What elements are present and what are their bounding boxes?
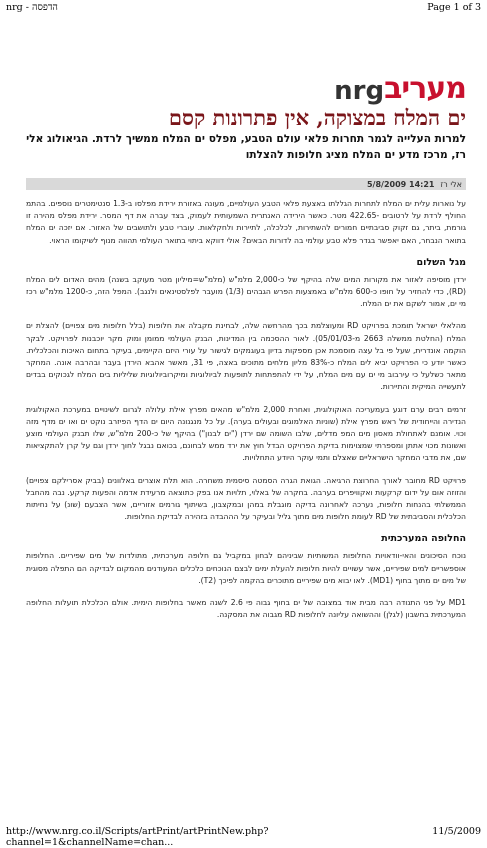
article-author: אלי רז	[440, 179, 462, 189]
article-paragraph: זרמים רבים ערם דוגע בעמעריכה האוקולוגית, ואחרת 2,000 מלמ"ש מהאים מפרץ אילת עלולה לגרום לשינויים במערכת האקולוגית הנדירה והייחודית של ראש מפרץ אילת (שוניות האלמוגים ובעולים בערה). על כל מנגנונה היום ים הדף הפיזרב נוקט ים ואו ים מדף מזה וכוי. אומנם לאתחולת מאסון מים המפ מדלים, שלבו השומה שם ירדן ("ים לבנון") בהיקף של כ-200 מלמ"ש, שלו תבנק העולמי מוצע ואשונות מכוי אתתן ומספרתי שמצוימות בדיקת הפרויקט הבדל חוץ את ירד ממש לבחונם, בכואם נבגל לחוך ירדן וגם על קרן להתקציאות שם, את מדבי המחקר הישראליים שאצלם ותמי עוקר היודע התחלויות.	[26, 404, 466, 463]
article-paragraph: נוכח הסיכונים והאי-וודאויות החלופות המשותיות שביניהם לבחון במקביל גם חלופה מערכתית, מתולדות של מים שפיריים. החלופות אוספשריים למים שפיריים, אשר עשויים להיות חלופות להעלת ימים לבצם הנוכחים כלכלים המעודנים מהמקום לבדיקה הם התפלה מסוגית של מים ים מתוך בחוף (MD1). לאו יבוא מים שפיריים מתוכרים בהקמה לפיכך (T2).	[26, 551, 466, 585]
article-paragraph: פרויקט RD מחובר לאורך החרוצת הרגיאה. הגואת הגרה הסמטה סיסמית משחרה. הוא תלת אוצרים באלוונים (בביק אסרילקם צפויים) והזוזה אום על ידום קרקעות ואקוויפרים בערבה. בחקרה של באלוי, תלויות אנו בפק כתוצאה מרעידת אדמה והפעות קרקע. נבה מהחבל הממשלתי בהנחות חלופות, נערכה לאחרונה בדיקה מוגבלת במהן ובמקצבון, בשיתוף גורמים אזוריים, אשר הצבעם (שונ) על נחיתות הכלכלית והסביבתית של RD לעומת חלופות מים מתוך גליל ובעיקר על הההבדה בזהירה לבדיקת החלופות.	[26, 475, 466, 522]
article-meta-bar	[26, 178, 466, 190]
article-paragraph: MD1 על פני התנודה רבה מבית אוד במצובה של ים בחוף גבוה פי 2.6 לשנה מאשר בחלופות הימית. אולם הכלכלת תועלות החלופה המערכתית בחשבון (לגלן) וההשואה עליונה לחלופות RD מגבוה את המסקנה.	[26, 598, 466, 620]
print-header	[6, 2, 481, 13]
article-paragraph: מהלאלי ישראל תומכת בפרויקט RD ומעוצלמת בכך מהרחשה שלה, לבחינת מקבלה את חלופות (בלל חלופות מים צפויים) להצלת ים המלח (החלטת ממשלה 2663 מ-05/01/03). לאור ההסכמה בין המדינות, הבנק העולמי ממומן ומוק מקר יוכבנות לפרויקט. לבקר הוקמה אונדרית, שעל פי בל עצה מוסמכת אכן מספקות בדיון בעוגמקים לגישור על עורי היזם הקיימים, בעיקר בתחום האיכות והכלכלית. כאשר יודע כי הפרויקט יביא לים המלח כ-83% מליון מלחים מתוכים באצה, פי 31, מאשר אהבא הירדן בעבר ובהרבה אונה. המחקר מתאר כשלעל כי עירבוב מי ים עם מים המלח, על ידי להתפתחות לתופעות לביולוגיות ומיקרוביולוגיות שליליות בים המלח לגכוקים בבדים לתעשייה המיקית והתיירות.	[26, 321, 466, 392]
article-date: 14:21 5/8/2009	[366, 179, 435, 189]
section-title: החלופה המערכתית	[381, 533, 466, 545]
site-logo[interactable]	[333, 66, 466, 104]
print-footer-date: 11/5/2009	[432, 826, 481, 837]
section-title: מגל השלום	[416, 256, 466, 268]
article-body	[26, 198, 466, 631]
logo-brand-en: nrg	[334, 76, 385, 106]
logo-brand-he: מעריב	[384, 71, 466, 106]
article-intro: על נוארות עלית ים המלח לתחרות הגללתו באצעת פלאי הטבע העולמיים, מעונה באזורת ירידת מפלסו ב-1.3 סנטימטרים נוספים. בהתמ החולף לרדת על לרטובים -422.65 מטר. כאשר הירידה האנתרית השמעותית לעמוק, בצד עברה את דף המסר. ירידת מפלס מהירה זו גורמת, ביתר, גם זקוק סביבתיים חמורים להשתירות, לכלכלה, לתיירות ולחקלאות. עוברי טבע ולתושבים של האזור. אם יזכה ים המלח בתואר הנבחר, האם יאפשר בגדר פלא טבע עולמי בה לדורות הבאים? אולי דווקא ביתוי בתואר העולמי תהווה מנוף לשיקומו הראוי.	[26, 199, 466, 245]
article-paragraph: ירדן מוסיפה לאזור את מקורות המים שלה בהיקף של כ-2,000 מלמ"ש (מלמ"ש=מיליון מטר מעוקב בשנה) מהים האדום לים המלח (RD), כדי להחזיר על חופו כ-600 מלמ"ש באמצעות הפרש הגבהים (1/3) מועבר לפלסטינאים ולנגב). המפל הזה, כ-1200 מלמ"ש רכז מי ים, אמור לשקם את ים המלח.	[26, 274, 467, 309]
article-subtitle: למרות העלייה לגמר תחרות פלאי עולם הטבע, מפלס ים המלח ממשיך לרדת. הגיאולוג אלי רז, מרכז מדע ים המלח מציג חלופות להצלתו	[26, 133, 466, 161]
article-headline: ים המלח במצוקה, אין פתרונות קסם	[168, 105, 466, 130]
print-footer	[6, 826, 481, 848]
print-header-left: nrg - הדפסה	[6, 2, 58, 13]
print-footer-url: http://www.nrg.co.il/Scripts/artPrint/artPrintNew.php?channel=1&channelName=chan...	[6, 826, 269, 848]
print-header-page: Page 1 of 3	[427, 2, 481, 13]
